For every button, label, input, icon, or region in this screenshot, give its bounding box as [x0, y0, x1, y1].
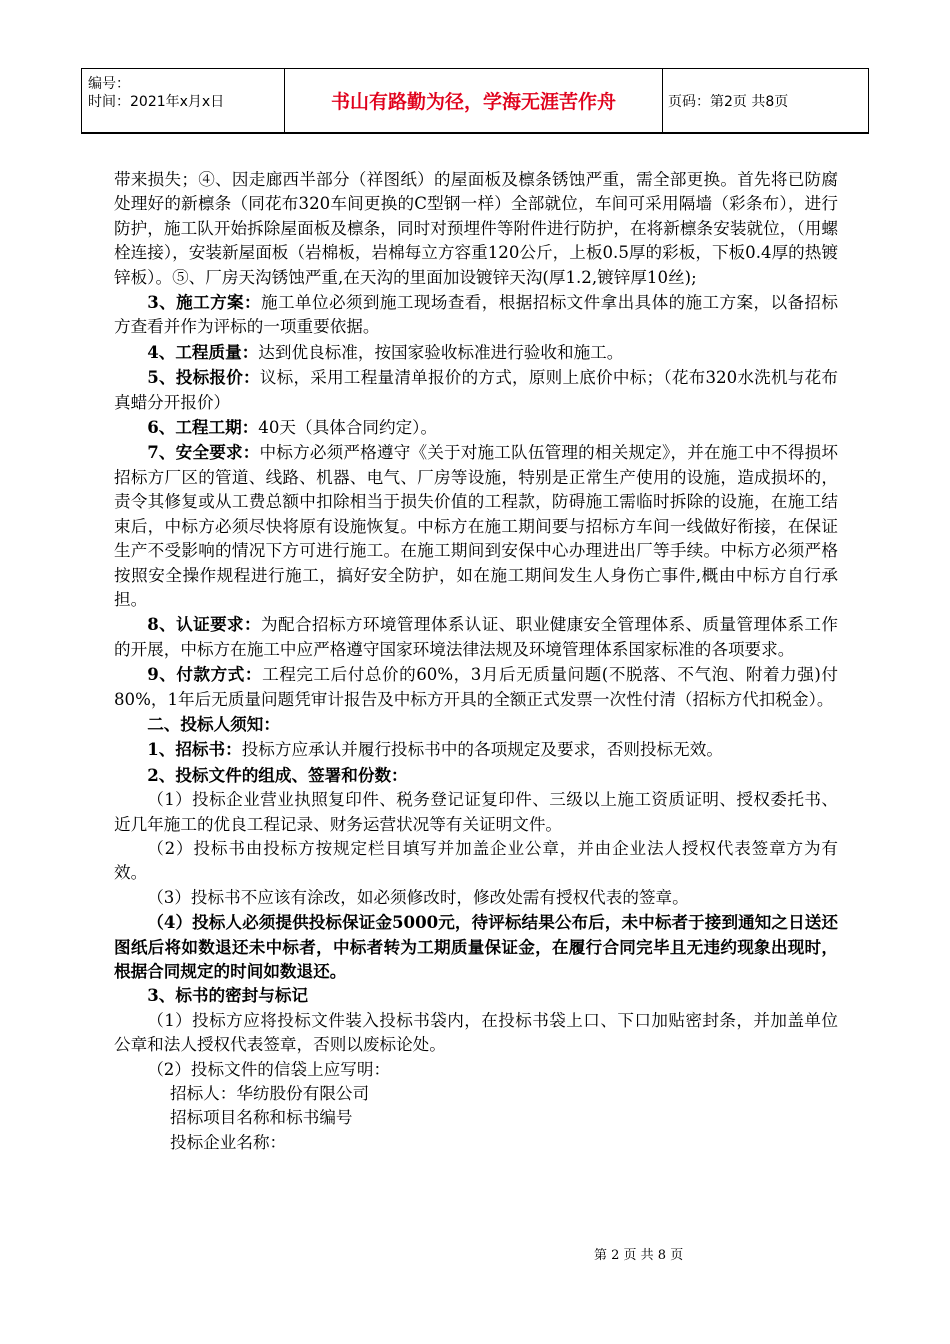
paragraph-heading: 7、安全要求：: [147, 442, 260, 463]
paragraph-text: 带来损失；④、因走廊西半部分（祥图纸）的屋面板及檩条锈蚀严重，需全部更换。首先将已防腐处理好的新檩条（同花布320车间更换的C型钢一样）全部就位，车间可采用隔墙（彩条布），进行防护，施工队开始拆除屋面板及檩条，同时对预埋件等附件进行防护，在将新檩条安装就位，（用螺栓连接），安装新屋面板（岩棉板，岩棉每立方容重120公斤，上板0.5厚的彩板，下板0.4厚的热镀锌板）。⑤、厂房天沟锈蚀严重,在天沟的里面加设镀锌天沟(厚1.2,镀锌厚10丝);: [114, 170, 838, 287]
header-page-info: 页码：第2页 共8页: [668, 93, 789, 110]
paragraph-heading: 6、工程工期：: [147, 417, 259, 438]
paragraph-text: 招标人：华纺股份有限公司: [170, 1084, 370, 1104]
paragraph-heading: 3、施工方案：: [147, 292, 262, 313]
paragraph-text: 施工单位必须到施工现场查看，根据招标文件拿出具体的施工方案，以备招标方查看并作为评标的一项重要依据。: [114, 293, 839, 337]
paragraph-text: 达到优良标准，按国家验收标准进行验收和施工。: [258, 342, 624, 362]
paragraph-text: （3）投标书不应该有涂改，如必须修改时，修改处需有授权代表的签章。: [147, 887, 689, 907]
paragraph: [114, 662, 838, 712]
paragraph-heading: 2、投标文件的组成、签署和份数：: [147, 764, 408, 785]
paragraph: [114, 1009, 838, 1058]
paragraph: [114, 763, 838, 788]
paragraph: [114, 1131, 838, 1155]
paragraph: [114, 886, 838, 910]
paragraph-text: 投标方应承认并履行投标书中的各项规定及要求，否则投标无效。: [241, 740, 723, 760]
paragraph-text: 投标企业名称：: [170, 1132, 287, 1152]
paragraph-text: 为配合招标方环境管理体系认证、职业健康安全管理体系、质量管理体系工作的开展，中标方在施工中应严格遵守国家环境法律法规及环境管理体系国家标准的各项要求。: [114, 615, 839, 659]
paragraph: [114, 788, 838, 837]
paragraph-heading: 1、招标书：: [147, 739, 242, 760]
paragraph-text: 中标方必须严格遵守《关于对施工队伍管理的相关规定》，并在施工中不得损坏招标方厂区的管道、线路、机器、电气、厂房等设施，特别是正常生产使用的设施，造成损坏的，责令其修复或从工费总额中扣除相当于损失价值的工程款，防碍施工需临时拆除的设施，在施工结束后，中标方必须尽快将原有设施恢复。中标方在施工期间要与招标方车间一线做好衔接，在保证生产不受影响的情况下方可进行施工。在施工期间到安保中心办理进出厂等手续。中标方必须严格按照安全操作规程进行施工，搞好安全防护，如在施工期间发生人身伤亡事件,概由中标方自行承担。: [114, 443, 838, 609]
paragraph-text: （1）投标企业营业执照复印件、税务登记证复印件、三级以上施工资质证明、授权委托书、近几年施工的优良工程记录、财务运营状况等有关证明文件。: [114, 790, 838, 834]
paragraph: [114, 1106, 838, 1130]
paragraph: [114, 168, 838, 290]
paragraph-heading: 4、工程质量：: [147, 341, 259, 362]
paragraph: [114, 737, 838, 762]
paragraph: [114, 837, 838, 886]
paragraph-text: （1）投标方应将投标文件装入投标书袋内，在投标书袋上口、下口加贴密封条，并加盖单位公章和法人授权代表签章，否则以废标论处。: [114, 1010, 838, 1055]
paragraph: [114, 365, 838, 415]
paragraph-text: 议标，采用工程量清单报价的方式，原则上底价中标；（花布320水洗机与花布真蜡分开报价）: [114, 368, 838, 412]
header-date-label: 时间：2021年x月x日: [88, 94, 225, 110]
page-header: [81, 68, 869, 134]
paragraph-text: 40天（具体合同约定）。: [258, 418, 438, 438]
paragraph: [114, 910, 838, 983]
header-number-label: 编号：: [88, 76, 130, 92]
paragraph: [114, 712, 838, 737]
paragraph: [114, 1082, 838, 1106]
paragraph: [114, 340, 838, 365]
paragraph-text: 工程完工后付总价的60%，3月后无质量问题(不脱落、不气泡、附着力强)付80%，1年后无质量问题凭审计报告及中标方开具的全额正式发票一次性付清（招标方代扣税金）。: [114, 665, 838, 709]
paragraph-text: 招标项目名称和标书编号: [170, 1108, 353, 1128]
paragraph-heading: 9、付款方式：: [147, 664, 263, 685]
paragraph-heading: 3、标书的密封与标记: [147, 985, 309, 1006]
paragraph-heading: 8、认证要求：: [147, 614, 262, 635]
paragraph-text: （2）投标书由投标方按规定栏目填写并加盖企业公章，并由企业法人授权代表签章方为有效。: [114, 838, 838, 883]
header-motto: 书山有路勤为径，学海无涯苦作舟: [285, 69, 663, 132]
header-info-cell: [82, 69, 285, 132]
page-footer: 第 2 页 共 8 页: [594, 1248, 684, 1263]
paragraph-heading: 二、投标人须知：: [147, 713, 280, 734]
paragraph: [114, 415, 838, 440]
paragraph: [114, 290, 838, 340]
paragraph: [114, 612, 838, 662]
paragraph: [114, 440, 838, 612]
paragraph: [114, 983, 838, 1008]
document-body: [114, 168, 838, 1155]
paragraph-heading: 5、投标报价：: [147, 367, 260, 388]
paragraph-text: （4）投标人必须提供投标保证金5000元，待评标结果公布后，未中标者于接到通知之日送还图纸后将如数退还未中标者，中标者转为工期质量保证金，在履行合同完毕且无违约现象出现时，根据合同规定的时间如数退还。: [114, 912, 838, 981]
paragraph: [114, 1058, 838, 1082]
paragraph-text: （2）投标文件的信袋上应写明：: [147, 1059, 391, 1079]
